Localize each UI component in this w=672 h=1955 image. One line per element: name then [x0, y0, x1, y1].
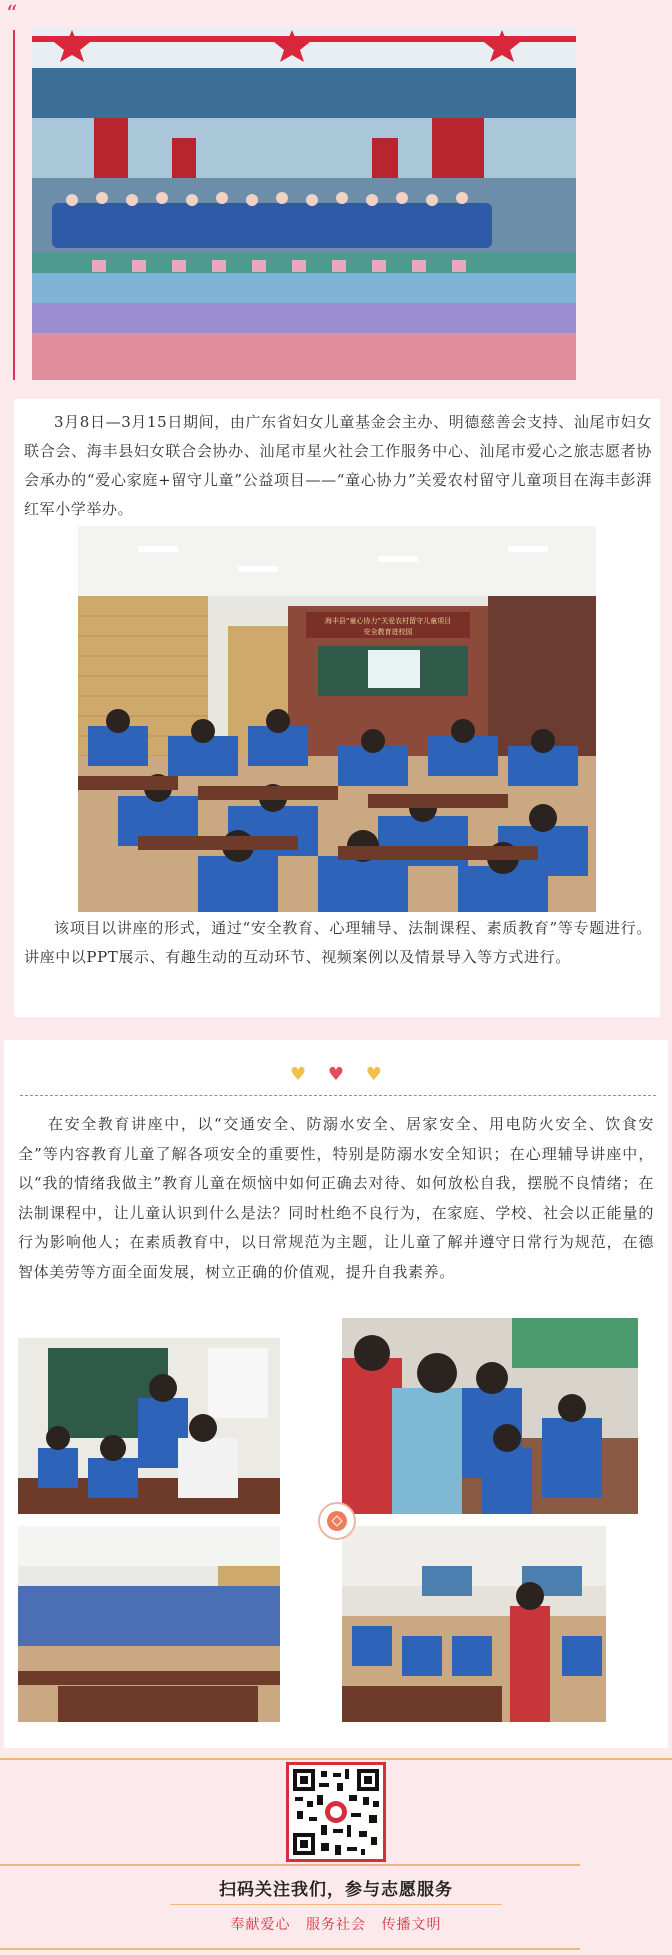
heart-icon: ♥ [290, 1064, 307, 1085]
accent-divider [13, 30, 15, 380]
qr-code [286, 1762, 386, 1862]
footer-line-mid [0, 1864, 580, 1866]
footer-line-bottom [0, 1948, 580, 1950]
heart-icon: ♥ [327, 1064, 345, 1085]
intro-paragraph: 3月8日—3月15日期间，由广东省妇女儿童基金会主办、明德慈善会支持、汕尾市妇女联合会、海丰县妇女联合会协办、汕尾市星火社会工作服务中心、汕尾市爱心之旅志愿者协会承办的“爱心家庭+留守儿童”公益项目——“童心协力”关爱农村留守儿童项目在海丰彭湃红军小学举办。 [24, 413, 652, 518]
banner-line-1: 海丰县“童心协力”关爱农村留守儿童项目 [324, 617, 452, 625]
classroom-photo [78, 526, 596, 912]
grid-photo-3 [18, 1526, 280, 1722]
details-paragraph: 在安全教育讲座中，以“交通安全、防溺水安全、居家安全、用电防火安全、饮食安全”等内容教育儿童了解各项安全的重要性，特别是防溺水安全知识；在心理辅导讲座中，以“我的情绪我做主”教育儿童在烦恼中如何正确去对待、如何放松自我，摆脱不良情绪；在法制课程中，让儿童认识到什么是法？同时杜绝不良行为，在家庭、学校、社会以正能量的行为影响他人；在素质教育中，以日常规范为主题，让儿童了解并遵守日常行为规范，在德智体美劳等方面全面发展，树立正确的价值观，提升自我素养。 [18, 1115, 654, 1281]
grid-photo-4 [342, 1526, 606, 1722]
dashed-divider [20, 1095, 656, 1096]
footer-slogan: 扫码关注我们，参与志愿服务 [219, 1880, 453, 1900]
grid-photo-2 [342, 1318, 638, 1514]
quote-mark-icon: “ [6, 2, 18, 27]
diamond-icon [318, 1502, 356, 1540]
footer-tagline: 奉献爱心 服务社会 传播文明 [230, 1917, 442, 1933]
group-photo [32, 28, 576, 380]
lecture-paragraph: 该项目以讲座的形式，通过“安全教育、心理辅导、法制课程、素质教育”等专题进行。讲座中以PPT展示、有趣生动的互动环节、视频案例以及情景导入等方式进行。 [24, 919, 652, 966]
heart-icon: ♥ [365, 1064, 382, 1085]
intro-text-block [24, 408, 652, 524]
footer-line-low [170, 1904, 502, 1905]
details-text-block [18, 1110, 654, 1287]
hearts-row [0, 1064, 672, 1085]
lecture-text-block [24, 914, 652, 972]
footer-line-top [0, 1758, 672, 1760]
banner-line-2: 安全教育进校园 [363, 628, 413, 636]
grid-photo-1 [18, 1338, 280, 1514]
